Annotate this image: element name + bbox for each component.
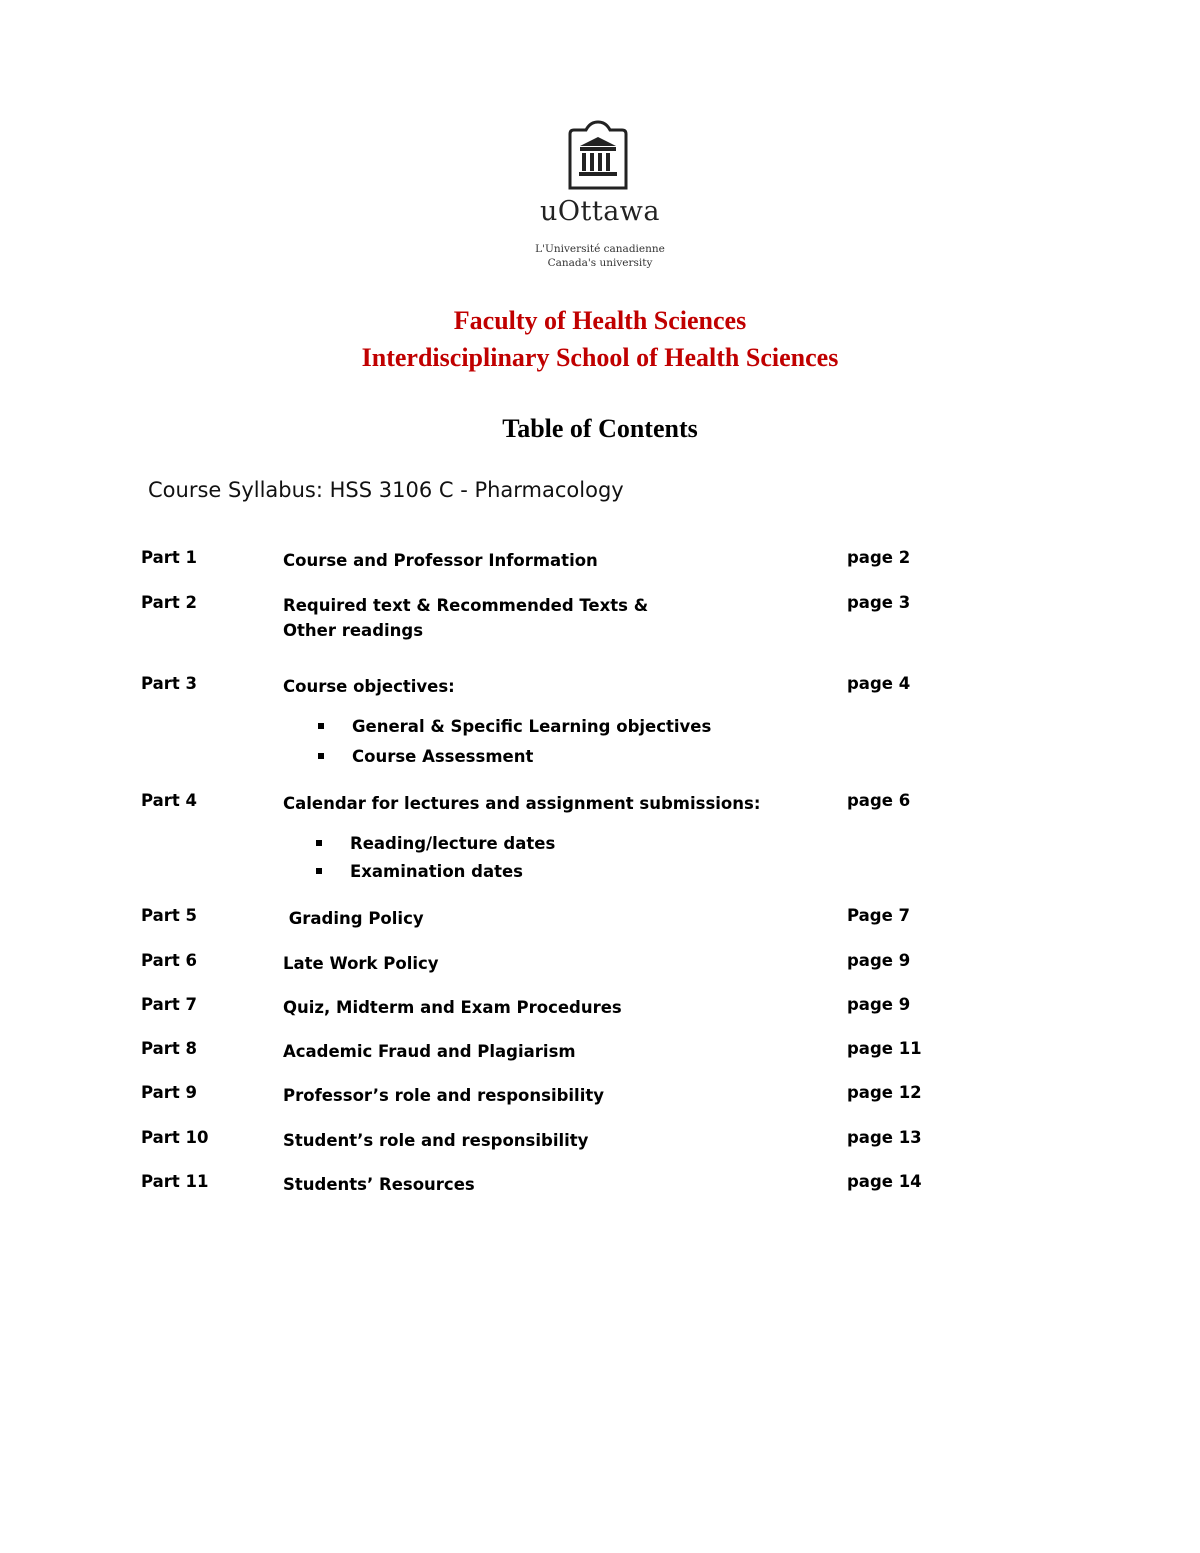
- toc-desc: Course and Professor Information: [283, 551, 598, 570]
- toc-desc: [283, 593, 803, 643]
- toc-part: Part 5: [141, 906, 198, 925]
- toc-part: Part 1: [141, 548, 198, 567]
- toc-part: Part 8: [141, 1039, 198, 1058]
- bullet-icon: [318, 753, 324, 759]
- logo-wordmark: uOttawa: [539, 196, 661, 227]
- toc-page: page 13: [847, 1128, 922, 1147]
- toc-part: Part 9: [141, 1083, 198, 1102]
- toc-page: page 14: [847, 1172, 922, 1191]
- logo-tagline-fr: L'Université canadienne: [535, 243, 665, 255]
- toc-title: Table of Contents: [502, 414, 698, 443]
- toc-desc: Professor’s role and responsibility: [283, 1086, 605, 1105]
- toc-page: page 12: [847, 1083, 922, 1102]
- toc-desc: Calendar for lectures and assignment submissions:: [283, 794, 761, 813]
- toc-page: page 4: [847, 674, 911, 693]
- toc-page: page 11: [847, 1039, 922, 1058]
- bullet-icon: [316, 868, 322, 874]
- toc-desc: Students’ Resources: [283, 1175, 475, 1194]
- toc-desc: Course objectives:: [283, 677, 455, 696]
- toc-page: page 3: [847, 593, 911, 612]
- toc-subitem: General & Specific Learning objectives: [318, 717, 711, 736]
- toc-desc-line1: Required text & Recommended Texts &: [283, 596, 649, 615]
- toc-part: Part 10: [141, 1128, 209, 1147]
- toc-desc: Academic Fraud and Plagiarism: [283, 1042, 576, 1061]
- toc-desc-line2: Other readings: [283, 621, 424, 640]
- toc-part: Part 11: [141, 1172, 209, 1191]
- faculty-heading: Faculty of Health Sciences: [453, 306, 747, 335]
- toc-desc: Late Work Policy: [283, 954, 439, 973]
- toc-page: page 9: [847, 995, 911, 1014]
- toc-part: Part 4: [141, 791, 198, 810]
- toc-page: Page 7: [847, 906, 911, 925]
- toc-desc: Quiz, Midterm and Exam Procedures: [283, 998, 622, 1017]
- toc-part: Part 7: [141, 995, 198, 1014]
- toc-page: page 9: [847, 951, 911, 970]
- toc-part: Part 2: [141, 593, 198, 612]
- toc-subitem: Course Assessment: [318, 747, 533, 766]
- toc-page: page 6: [847, 791, 911, 810]
- bullet-icon: [316, 840, 322, 846]
- toc-desc: Grading Policy: [283, 909, 424, 928]
- toc-page: page 2: [847, 548, 911, 567]
- school-heading: Interdisciplinary School of Health Sciences: [361, 343, 839, 372]
- toc-part: Part 6: [141, 951, 198, 970]
- logo-tagline-en: Canada's university: [547, 257, 653, 269]
- toc-subitem: Reading/lecture dates: [316, 834, 555, 853]
- university-building-icon: [566, 120, 630, 190]
- toc-part: Part 3: [141, 674, 198, 693]
- bullet-icon: [318, 723, 324, 729]
- syllabus-title: Course Syllabus: HSS 3106 C - Pharmacology: [148, 478, 624, 502]
- toc-subitem: Examination dates: [316, 862, 523, 881]
- toc-desc: Student’s role and responsibility: [283, 1131, 589, 1150]
